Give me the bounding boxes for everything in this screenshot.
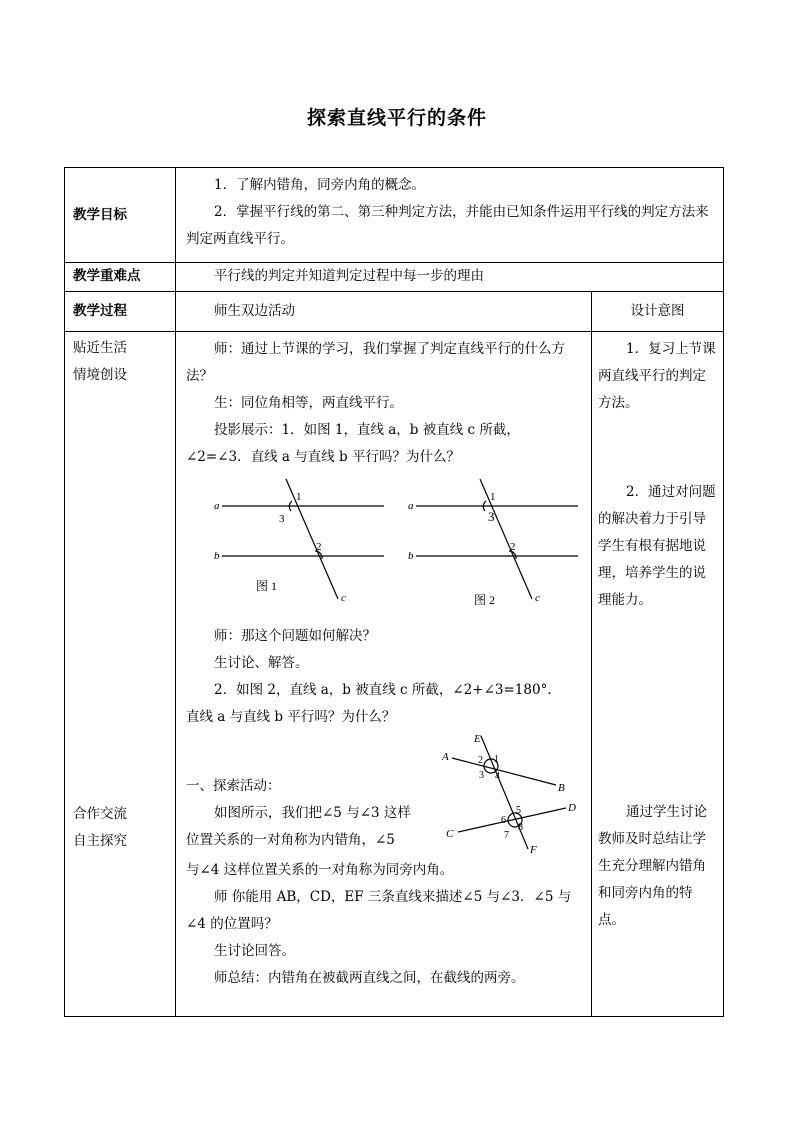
label-e: E <box>474 733 481 745</box>
fig2-label-b: b <box>408 550 414 562</box>
process-label: 教学过程 <box>73 303 127 319</box>
fig1-label-c: c <box>341 592 346 604</box>
process-header-row <box>65 292 724 332</box>
goal-line-2: 2．掌握平行线的第二、第三种判定方法，并能由已知条件运用平行线的判定方法来判定两直线平行。 <box>186 204 709 247</box>
stage1-text-6: 2．如图 2，直线 a，b 被直线 c 所截，∠2+∠3=180°． <box>214 682 561 698</box>
fig1-label-3: 3 <box>279 513 285 525</box>
angle-label-6: 6 <box>501 815 506 826</box>
goals-row <box>65 168 724 263</box>
activity-cell <box>176 332 592 1017</box>
intent-cell <box>592 332 724 1017</box>
stage1-text-3: 投影展示：1．如图 1，直线 a，b 被直线 c 所截，∠2=∠3．直线 a 与直线 b 平行吗？为什么？ <box>186 422 520 465</box>
intent-3: 通过学生讨论教师及时总结让学生充分理解内错角和同旁内角的特点。 <box>598 804 707 928</box>
intent-2: 2．通过对问题的解决着力于引导学生有根有据地说理，培养学生的说理能力。 <box>598 484 716 608</box>
line-ab <box>452 758 556 785</box>
process-col3-header: 设计意图 <box>630 303 685 319</box>
angle-label-7: 7 <box>504 830 509 841</box>
fig1-line-c <box>286 479 338 599</box>
fig1-label-1: 1 <box>296 491 302 503</box>
fig2-label-1: 1 <box>490 491 496 503</box>
stage1-text-2: 生：同位角相等，两直线平行。 <box>214 395 403 411</box>
key-text: 平行线的判定并知道判定过程中每一步的理由 <box>214 268 484 284</box>
process-label-cell <box>65 292 176 332</box>
fig2-line-c <box>480 479 532 599</box>
goals-label-cell <box>65 168 176 263</box>
angles-diagram <box>438 733 578 853</box>
stage2-text-1a: 如图所示，我们把∠5 与∠3 这样 <box>214 805 411 821</box>
stage2-text-3: 生讨论回答。 <box>214 943 295 959</box>
label-c-point: C <box>446 828 454 840</box>
key-label: 教学重难点 <box>73 268 141 284</box>
goals-label: 教学目标 <box>73 206 127 223</box>
stage1-text-1: 师：通过上节课的学习，我们掌握了判定直线平行的什么方法？ <box>186 341 565 384</box>
fig2-label-2: 2 <box>510 541 516 553</box>
process-col2-header: 师生双边活动 <box>214 303 295 319</box>
key-content-cell <box>176 263 724 292</box>
angle-label-8: 8 <box>518 822 523 833</box>
label-d-point: D <box>568 802 576 814</box>
stage2-text-2: 师 你能用 AB，CD，EF 三条直线来描述∠5 与∠3．∠5 与∠4 的位置吗？ <box>186 889 572 932</box>
fig2-label-3: 3 <box>488 509 495 524</box>
angle-label-5: 5 <box>516 805 521 816</box>
intent-1: 1．复习上节课两直线平行的判定方法。 <box>598 341 716 411</box>
goals-content-cell <box>176 168 724 263</box>
exploration-text-wrap <box>176 773 419 854</box>
key-label-cell <box>65 263 176 292</box>
stage-label-cell <box>65 332 176 1017</box>
angle-label-1: 1 <box>494 754 499 765</box>
process-col2-cell <box>176 292 592 332</box>
angle-label-4: 4 <box>495 771 500 782</box>
stage2-text-1c: 与∠4 这样位置关系的一对角称为同旁内角。 <box>186 862 454 878</box>
stage1-labels <box>73 335 127 389</box>
stage2-text-1b: 位置关系的一对角称为内错角，∠5 <box>186 832 395 848</box>
stage1-label-2: 情境创设 <box>73 367 127 383</box>
exploration-block <box>176 731 591 857</box>
goal-line-1: 1．了解内错角，同旁内角的概念。 <box>214 177 426 193</box>
fig2-label-c: c <box>535 592 540 604</box>
label-a-point: A <box>442 751 449 763</box>
fig1-label-2: 2 <box>316 541 322 553</box>
stage2-heading: 一、探索活动： <box>186 778 281 794</box>
stage2-labels <box>73 801 127 855</box>
fig2-caption: 图 2 <box>474 593 496 607</box>
stage1-text-5: 生讨论、解答。 <box>214 655 309 671</box>
angle-label-3: 3 <box>479 770 484 781</box>
stage2-label-1: 合作交流 <box>73 806 127 822</box>
fig1-label-b: b <box>214 550 220 562</box>
stage1-text-7: 直线 a 与直线 b 平行吗？为什么？ <box>186 709 396 725</box>
label-f: F <box>530 844 537 853</box>
stage2-text-4: 师总结：内错角在被截两直线之间，在截线的两旁。 <box>214 970 525 986</box>
label-b-point: B <box>558 782 565 794</box>
parallel-lines-figures <box>184 473 584 623</box>
lesson-plan-table <box>64 167 724 1017</box>
process-col3-cell <box>592 292 724 332</box>
stage1-text-4: 师：那这个问题如何解决？ <box>214 628 376 644</box>
page-title: 探索直线平行的条件 <box>306 107 487 129</box>
fig1-label-a: a <box>214 500 220 512</box>
angle-label-2: 2 <box>478 755 483 766</box>
stage1-label-1: 贴近生活 <box>73 340 127 356</box>
fig1-caption: 图 1 <box>256 579 278 593</box>
key-row <box>65 263 724 292</box>
stage2-label-2: 自主探究 <box>73 833 127 849</box>
fig2-label-a: a <box>408 500 414 512</box>
content-row <box>65 332 724 1017</box>
